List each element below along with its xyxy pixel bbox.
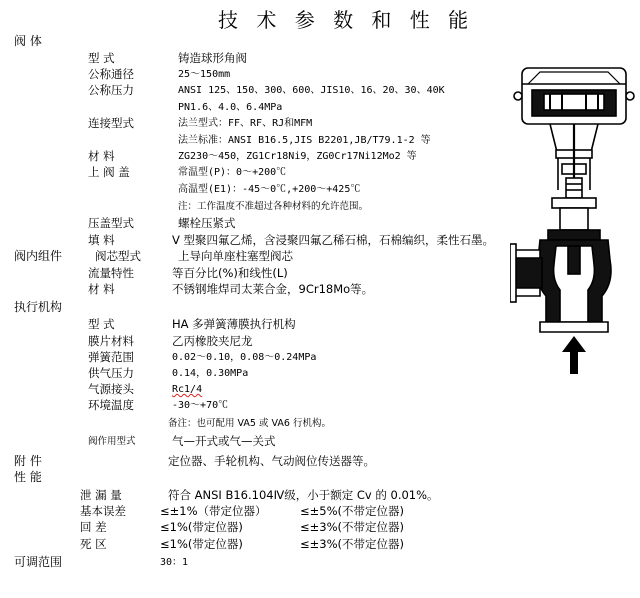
- actuator-note: 备注：也可配用 VA5 或 VA6 行机构。: [168, 418, 331, 429]
- section-accessories: 附 件: [14, 454, 42, 468]
- trim-material-label: 材 料: [88, 282, 115, 296]
- packing-label: 填 料: [88, 233, 115, 247]
- supply-pressure-label: 供气压力: [88, 366, 134, 380]
- nominal-pressure-value-2: PN1.6、4.0、6.4MPa: [178, 102, 283, 113]
- hysteresis-with-positioner: ≤1%(带定位器): [160, 520, 243, 534]
- plug-type-label: 阀芯型式: [95, 249, 141, 263]
- plug-type-value: 上导向单座柱塞型阀芯: [178, 249, 293, 263]
- flow-characteristic-value: 等百分比(%)和线性(L): [172, 266, 288, 280]
- section-performance: 性 能: [14, 470, 42, 484]
- angle-valve-diagram: [510, 60, 638, 380]
- nominal-diameter-label: 公称通径: [88, 67, 134, 81]
- rangeability-label: 可调范围: [14, 555, 63, 569]
- ambient-temp-label: 环境温度: [88, 398, 134, 412]
- section-valve-body: 阀 体: [14, 34, 42, 48]
- ambient-temp-value: -30～+70℃: [172, 400, 229, 411]
- nominal-pressure-value-1: ANSI 125、150、300、600、JIS10、16、20、30、40K: [178, 85, 445, 96]
- nominal-pressure-label: 公称压力: [88, 83, 134, 97]
- diaphragm-label: 膜片材料: [88, 334, 134, 348]
- bonnet-value-high: 高温型(E1)：-45～0℃,+200～+425℃: [178, 184, 361, 195]
- dead-band-with-positioner: ≤1%(带定位器): [160, 537, 243, 551]
- connection-value-1: 法兰型式：FF、RF、RJ和MFM: [178, 118, 313, 129]
- bonnet-value-normal: 常温型(P)：0～+200℃: [178, 167, 287, 178]
- leakage-label: 泄 漏 量: [80, 488, 122, 502]
- trim-material-value: 不锈钢堆焊司太莱合金，9Cr18Mo等。: [172, 282, 374, 296]
- rangeability-value: 30：1: [160, 557, 189, 568]
- dead-band-label: 死 区: [80, 537, 107, 551]
- air-connection-value: Rc1/4: [172, 384, 203, 395]
- section-actuator: 执行机构: [14, 300, 63, 314]
- body-type-label: 型 式: [88, 51, 115, 65]
- document-title: 技 术 参 数 和 性 能: [218, 8, 475, 32]
- packing-value: V 型聚四氟乙烯，含浸聚四氟乙稀石棉，石棉编织，柔性石墨。: [172, 233, 495, 247]
- body-material-label: 材 料: [88, 149, 115, 163]
- accessories-value: 定位器、手轮机构、气动阀位传送器等。: [168, 454, 375, 468]
- actuator-type-value: HA 多弹簧薄膜执行机构: [172, 317, 296, 331]
- connection-value-2: 法兰标准：ANSI B16.5,JIS B2201,JB/T79.1-2 等: [178, 135, 431, 146]
- gland-label: 压盖型式: [88, 216, 134, 230]
- actuator-type-label: 型 式: [88, 317, 115, 331]
- gland-value: 螺栓压紧式: [178, 216, 236, 230]
- action-type-label: 阀作用型式: [88, 436, 136, 447]
- connection-label: 连接型式: [88, 116, 134, 130]
- flow-arrow-icon: [562, 336, 586, 374]
- bonnet: [548, 198, 600, 240]
- hysteresis-without-positioner: ≤±3%(不带定位器): [300, 520, 404, 534]
- air-connection-label: 气源接头: [88, 382, 134, 396]
- section-trim: 阀内组件: [14, 249, 63, 263]
- body-material-value: ZG230～450，ZG1Cr18Ni9，ZG0Cr17Ni12Mo2 等: [178, 151, 417, 162]
- bonnet-note: 注：工作温度不准超过各种材料的允许范围。: [178, 201, 369, 212]
- basic-error-with-positioner: ≤±1%（带定位器）: [160, 504, 267, 518]
- basic-error-label: 基本误差: [80, 504, 126, 518]
- body-type-value: 铸造球形角阀: [178, 51, 247, 65]
- leakage-value: 符合 ANSI B16.104Ⅳ级，小于额定 Cv 的 0.01%。: [168, 488, 439, 502]
- actuator-housing: [514, 68, 634, 124]
- diaphragm-value: 乙丙橡胶夹尼龙: [172, 334, 253, 348]
- spring-range-label: 弹簧范围: [88, 350, 134, 364]
- supply-pressure-value: 0.14，0.30MPa: [172, 368, 249, 379]
- valve-body: [510, 240, 611, 332]
- bonnet-label: 上 阀 盖: [88, 165, 130, 179]
- nominal-diameter-value: 25～150mm: [178, 69, 231, 80]
- dead-band-without-positioner: ≤±3%(不带定位器): [300, 537, 404, 551]
- flow-characteristic-label: 流量特性: [88, 266, 134, 280]
- hysteresis-label: 回 差: [80, 520, 107, 534]
- spring-range-value: 0.02～0.10，0.08～0.24MPa: [172, 352, 317, 363]
- basic-error-without-positioner: ≤±5%(不带定位器): [300, 504, 404, 518]
- action-type-value: 气—开式或气—关式: [172, 434, 276, 448]
